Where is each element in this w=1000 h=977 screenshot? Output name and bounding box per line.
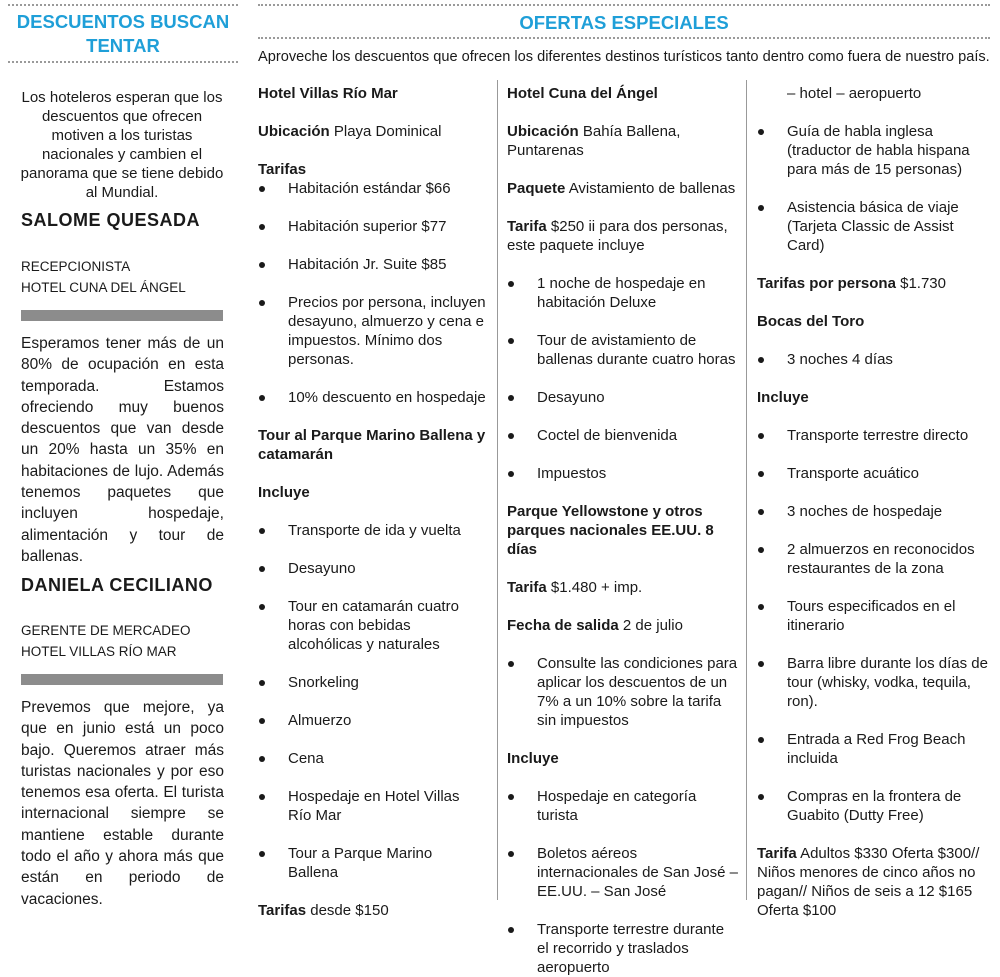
park-title: Parque Yellowstone y otros parques nacionales EE.UU. 8 días [507,503,714,558]
list-item: Snorkeling [258,673,486,692]
list-item: 2 almuerzos en reconocidos restaurantes de la zona [757,540,989,578]
list-item: Precios por persona, incluyen desayuno, almuerzo y cena e impuestos. Mínimo dos personas. [258,293,486,369]
rates-line: Tarifas por persona $1.730 [757,275,946,292]
list-item: Desayuno [258,559,486,578]
list-item: Guía de habla inglesa (traductor de habla hispana para más de 15 personas) [757,122,989,179]
list-item: Transporte terrestre directo [757,426,989,445]
list-item: Transporte acuático [757,464,989,483]
person-role: RECEPCIONISTA HOTEL CUNA DEL ÁNGEL [21,259,186,295]
sidebar-title-rule [8,61,238,63]
divider-bar [21,674,223,685]
list-item: 3 noches 4 días [757,350,989,369]
package-line: Paquete Avistamiento de ballenas [507,180,736,197]
includes-label: Incluye [507,750,559,767]
includes-label: Incluye [258,484,310,501]
column-divider [746,80,747,900]
list-item: Hospedaje en categoría turista [507,787,739,825]
list-item: Barra libre durante los días de tour (whisky, vodka, tequila, ron). [757,654,989,711]
main-intro: Aproveche los descuentos que ofrecen los diferentes destinos turísticos tanto dentro como fuera de nuestro país. [258,49,990,65]
person-name: SALOME QUESADA [21,210,201,230]
top-dotted-rule [8,4,238,6]
list-item: Tour a Parque Marino Ballena [258,844,486,882]
list-item: Tour de avistamiento de ballenas durante cuatro horas [507,331,739,369]
list-item: Boletos aéreos internacionales de San José – EE.UU. – San José [507,844,739,901]
rate-line: Tarifa $1.480 + imp. [507,579,643,596]
list-item: Entrada a Red Frog Beach incluida [757,730,989,768]
list-item: 10% descuento en hospedaje [258,388,486,407]
list-item: Tour en catamarán cuatro horas con bebidas alcohólicas y naturales [258,597,486,654]
location-line: Ubicación Playa Dominical [258,123,442,140]
person-quote: Prevemos que mejore, ya que en junio está un poco bajo. Queremos atraer más turistas nacionales y por eso tenemos esa oferta. El turista internacional siempre se mantiene estable durante todo el año y ahora más que están en periodo de vacaciones. [21,699,224,908]
offer-column-1 [258,84,486,920]
person-name: DANIELA CECILIANO [21,575,213,595]
list-item: Hospedaje en Hotel Villas Río Mar [258,787,486,825]
includes-label: Incluye [757,389,809,406]
main-title: OFERTAS ESPECIALES [519,12,729,33]
list-item: Tours especificados en el itinerario [757,597,989,635]
list-item: Habitación superior $77 [258,217,486,236]
list-item: Desayuno [507,388,739,407]
destination-title: Bocas del Toro [757,313,865,330]
hotel-name: Hotel Cuna del Ángel [507,85,658,102]
list-item: Transporte terrestre durante el recorrido y traslados aeropuerto [507,920,739,977]
column-divider [497,80,498,900]
list-item: 3 noches de hospedaje [757,502,989,521]
rate-line: Tarifa Adultos $330 Oferta $300// Niños menores de cinco años no pagan// Niños de seis a 12 $165 Oferta $100 [757,845,980,919]
continued-text: – hotel – aeropuerto [787,85,922,102]
divider-bar [21,310,223,321]
rates-line: Tarifas desde $150 [258,902,389,919]
list-item: Habitación estándar $66 [258,179,486,198]
list-item: Cena [258,749,486,768]
list-item: Consulte las condiciones para aplicar los descuentos de un 7% a un 10% sobre la tarifa sin impuestos [507,654,739,730]
top-dotted-rule [258,4,990,6]
list-item: Coctel de bienvenida [507,426,739,445]
offer-column-2 [507,84,739,977]
list-item: 1 noche de hospedaje en habitación Deluxe [507,274,739,312]
rate-line: Tarifa $250 ii para dos personas, este paquete incluye [507,218,728,254]
hotel-name: Hotel Villas Río Mar [258,85,398,102]
list-item: Asistencia básica de viaje (Tarjeta Classic de Assist Card) [757,198,989,255]
departure-line: Fecha de salida 2 de julio [507,617,683,634]
rates-label: Tarifas [258,161,307,178]
offer-column-3 [757,84,989,920]
list-item: Habitación Jr. Suite $85 [258,255,486,274]
list-item: Impuestos [507,464,739,483]
list-item: Compras en la frontera de Guabito (Dutty Free) [757,787,989,825]
list-item: Almuerzo [258,711,486,730]
person-role: GERENTE DE MERCADEO HOTEL VILLAS RÍO MAR [21,623,191,659]
location-line: Ubicación Bahía Ballena, Puntarenas [507,123,681,159]
sidebar-intro: Los hoteleros esperan que los descuentos que ofrecen motiven a los turistas nacionales y cambien el panorama que se tiene debido al Mundial. [20,89,224,201]
person-quote: Esperamos tener más de un 80% de ocupación en esta temporada. Estamos ofreciendo muy buenos descuentos que van desde un 20% hasta un 35% en habitaciones de lujo. Además tenemos paquetes que incluyen hospedaje, alimentación y tour de ballenas. [21,335,224,565]
list-item: Transporte de ida y vuelta [258,521,486,540]
tour-title: Tour al Parque Marino Ballena y catamarán [258,427,486,463]
main-title-rule [258,37,990,39]
sidebar-title: DESCUENTOS BUSCAN TENTAR [16,11,230,56]
